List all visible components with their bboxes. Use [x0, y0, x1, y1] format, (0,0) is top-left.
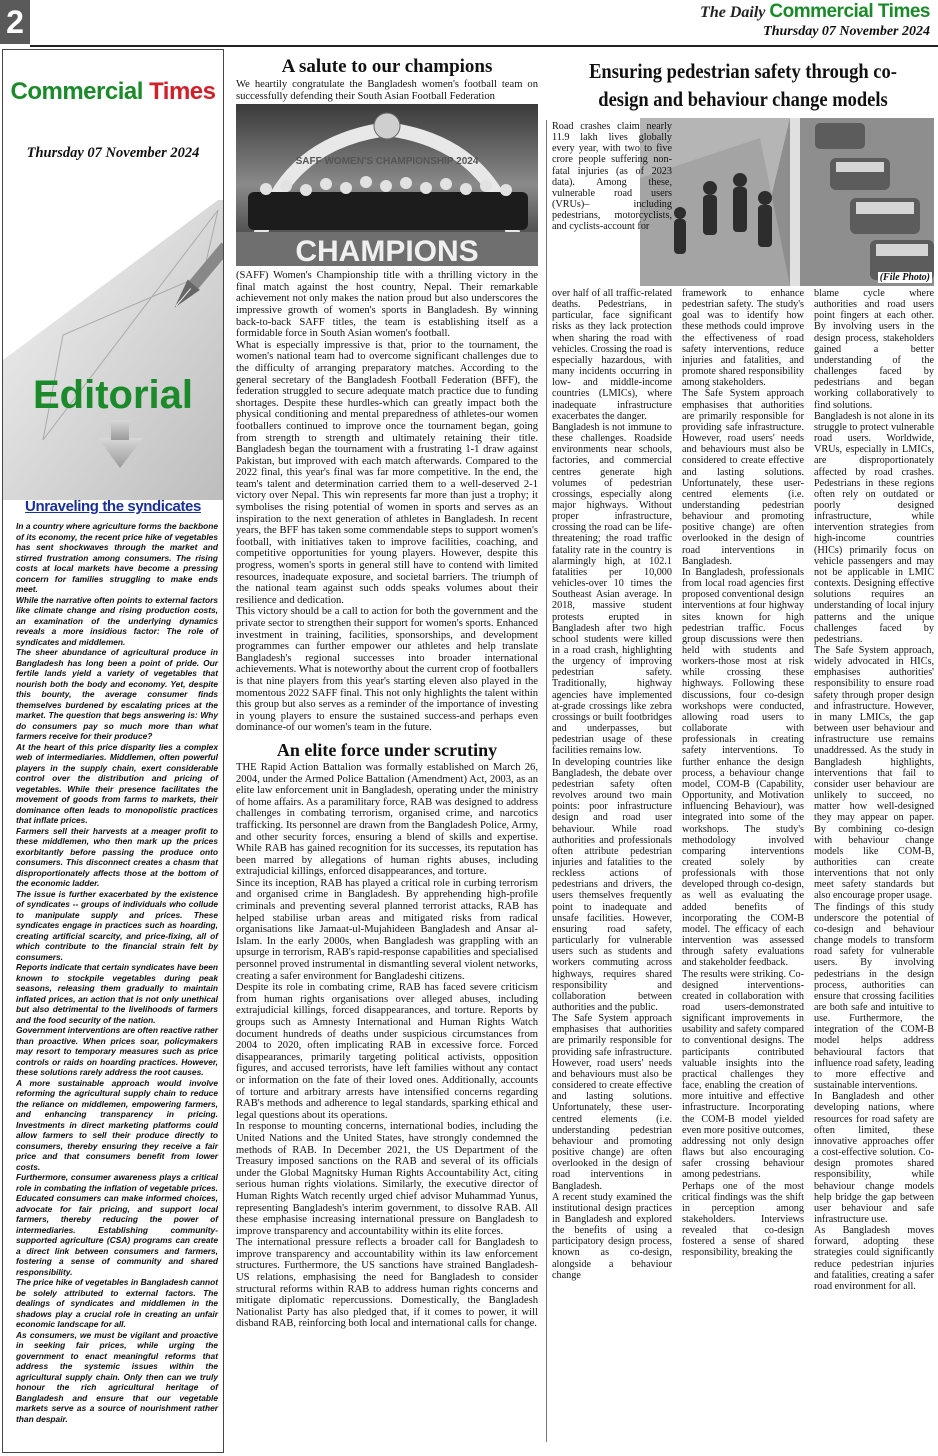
- salute-headline: A salute to our champions: [281, 56, 493, 77]
- pedestrian-paragraph: In developing countries like Bangladesh, the debate over pedestrian safety often revolves around two main points: poor infrastructure design and road user behaviour. While road authorities and professionals often attribute pedestrian injuries and fatalities to the reckless actions of pedestrians and drivers, the users themselves frequently point to inadequate and unsafe facilities. However, ensuring road safety, particularly for vulnerable users such as students and workers commuting across highways, requires shared responsibility and collaboration between authorities and the public.: [552, 756, 672, 1013]
- editorial-graphic: [3, 180, 223, 500]
- salute-lead: We heartily congratulate the Bangladesh women's football team on successfully defending their South Asian Football Federation: [236, 79, 538, 102]
- salute-paragraph: (SAFF) Women's Championship title with a thrilling victory in the final match against the host country, Nepal. Their remarkable achievement not only makes the nation proud but also underscores the impressive growth of women's sports in Bangladesh. By winning back-to-back SAFF titles, the team is establishing itself as a formidable force in South Asian women's football.: [236, 270, 538, 340]
- sidebar-brand: [3, 78, 223, 106]
- pedestrian-paragraph: Bangladesh is not immune to these challenges. Roadside environments near schools, factories, and commercial centres generate high volumes of pedestrian crossings, especially along major highways. Without proper infrastructure, crossing the road can be life-threatening; the road traffic fatality rate in the country is alarmingly high, at 102.1 fatalities per 10,000 vehicles-over 10 times the Southeast Asian average. In 2018, massive student protests erupted in Bangladesh after two high school students were killed in a road crash, highlighting the urgency of improving pedestrian safety. Traditionally, highway agencies have implemented at-grade crossings like zebra crossings or built footbridges and underpasses, but pedestrian usage of these facilities remains low.: [552, 421, 672, 757]
- pedestrian-column-3: [814, 288, 934, 1292]
- pedestrian-paragraph: over half of all traffic-related deaths. Pedestrians, in particular, face significant risks as they lack protection when sharing the road with vehicles. Crossing the road is especially hazardous, with many incidents occurring in low- and middle-income countries (LMICs), where inadequate infrastructure exacerbates the danger.: [552, 288, 672, 422]
- editorial-paragraph: At the heart of this price disparity lies a complex web of intermediaries. Middlemen, often powerful players in the supply chain, exert considerable control over the distribution and pricing of vegetables. While their presence facilitates the movement of goods from farms to markets, their dominance often leads to monopolistic practices that inflate prices.: [16, 741, 218, 825]
- editorial-body: [16, 521, 218, 1424]
- pedestrian-paragraph: As Bangladesh moves forward, adopting these strategies could significantly reduce pedestrian injuries and fatalities, creating a safer road environment for all.: [814, 1225, 934, 1292]
- salute-body: [236, 270, 538, 734]
- pedestrian-paragraph: The Safe System approach emphasises that authorities are primarily responsible for providing safe infrastructure. However, road users' needs and behaviours must also be considered to create effective and lasting solutions. Unfortunately, these user-centred elements (i.e. understanding pedestrian behaviour and promoting positive change) are often overlooked in the design of road interventions in Bangladesh.: [682, 388, 804, 567]
- salute-paragraph: This victory should be a call to action for both the government and the private sector to strengthen their support for women's sports. Enhanced investment in training, facilities, sponsorships, and development programmes can further empower our athletes and help translate Bangladesh's regional successes into broader international achievements. What is noteworthy about the current crop of footballers is that nine players from this year's starting eleven also played in the momentous 2022 SAFF final. This not only highlights the talent within this group but also serves as a reminder of the importance of investing in young players to ensure the sustained success-and perhaps even dominance-of our women's team in the future.: [236, 606, 538, 734]
- elite-paragraph: The international pressure reflects a broader call for Bangladesh to improve transparency and accountability within its law enforcement structures. Furthermore, the US sanctions have strained Bangladesh-US relations, emphasising the need for Bangladesh to consider structural reforms within RAB to address human rights concerns and mitigate diplomatic repercussions. Domestically, the Bangladesh Nationalist Party has also pledged that, if it comes to power, it will disband RAB, reinforcing both local and international calls for change.: [236, 1237, 538, 1330]
- pedestrian-paragraph: framework to enhance pedestrian safety. The study's goal was to identify how these methods could improve the effectiveness of road safety interventions, reduce injuries and fatalities, and promote shared responsibility among stakeholders.: [682, 288, 804, 389]
- masthead: [700, 1, 930, 40]
- middle-column: [236, 56, 538, 1330]
- pedestrian-paragraph: The results were striking. Co-designed interventions-created in collaboration with road users-demonstrated significant improvements in usability and safety compared to conventional designs. The participants contributed valuable insights into the practical challenges they face, enabling the creation of more intuitive and effective infrastructure. Incorporating the COM-B model yielded even more positive outcomes, addressing not only design flaws but also encouraging safer crossing behaviour among pedestrians.: [682, 968, 804, 1181]
- sidebar-brand-commercial: Commercial: [10, 78, 143, 105]
- editorial-paragraph: The issue is further exacerbated by the existence of syndicates -- groups of individuals who collude to manipulate supply and prices. These syndicates engage in practices such as hoarding, creating artificial scarcity, and price-fixing, all of which contribute to the financial strain felt by consumers.: [16, 888, 218, 962]
- masthead-name: Commercial Times: [769, 1, 930, 22]
- editorial-paragraph: Reports indicate that certain syndicates have been known to stockpile vegetables during peak seasons, releasing them gradually to maintain inflated prices, an action that is not only unethical but also detrimental to the livelihoods of farmers and the food security of the nation.: [16, 962, 218, 1025]
- champions-photo: [236, 104, 538, 266]
- pedestrian-column-1-cont: [552, 288, 672, 1281]
- page-number: 2: [0, 0, 30, 44]
- photo-banner-text: CHAMPIONS: [295, 235, 479, 267]
- header-rule: [30, 45, 938, 47]
- pedestrian-paragraph: The findings of this study underscore the potential of co-design and behaviour change models to transform road safety for vulnerable users. By involving pedestrians in the design process, authorities can ensure that crossing facilities are both safe and intuitive to use. Furthermore, the integration of the COM-B model helps address behavioural factors that influence road safety, leading to more effective and sustainable interventions.: [814, 901, 934, 1092]
- photo-arch-text: SAFF WOMEN'S CHAMPIONSHIP 2024: [295, 156, 479, 168]
- pedestrian-paragraph: The Safe System approach emphasises that authorities are primarily responsible for providing safe infrastructure. However, road users' needs and behaviours must also be considered to create effective and lasting solutions. Unfortunately, these user-centred elements (i.e. understanding pedestrian behaviour and promoting positive change) are often overlooked in the design of road interventions in Bangladesh.: [552, 1013, 672, 1192]
- pedestrian-paragraph: blame cycle where authorities and road users point fingers at each other. By involving users in the design process, stakeholders gained a better understanding of the challenges faced by pedestrians and began working collaboratively to find solutions.: [814, 288, 934, 411]
- pedestrian-paragraph: In Bangladesh and other developing nations, where resources for road safety are often limited, these innovative approaches offer a cost-effective solution. Co-design promotes shared responsibility, while behaviour change models help bridge the gap between user behaviour and safe infrastructure use.: [814, 1091, 934, 1225]
- elite-body: [236, 762, 538, 1330]
- editorial-paragraph: The sheer abundance of agricultural produce in Bangladesh has long been a point of pride. Our fertile lands yield a variety of vegetables that nourish both the body and economy. Yet, despite this bounty, the average consumer finds themselves burdened by escalating prices at the market. The question that begs answering is: Why do consumers pay so much more than what farmers receive for their produce?: [16, 647, 218, 741]
- editorial-sidebar: [2, 49, 224, 1453]
- pedestrian-column-2: [682, 288, 804, 1259]
- editorial-paragraph: As consumers, we must be vigilant and proactive in seeking fair prices, while urging the government to enact meaningful reforms that address the systemic issues within the agricultural supply chain. Only then can we truly honour the rich agricultural heritage of Bangladesh and ensure that our vegetable markets serve as a source of nourishment rather than despair.: [16, 1329, 218, 1424]
- elite-headline: An elite force under scrutiny: [276, 739, 498, 760]
- section-title: Editorial: [32, 373, 194, 417]
- editorial-paragraph: A more sustainable approach would involve reforming the agricultural supply chain to reduce the reliance on middlemen, empowering farmers, and enhancing transparency in pricing. Investments in direct marketing platforms could allow farmers to sell their produce directly to consumers, thereby ensuring they receive a fair price and that consumers benefit from lower costs.: [16, 1077, 218, 1172]
- pedestrian-column-1: [552, 121, 672, 233]
- pedestrian-headline: Ensuring pedestrian safety through co-design and behaviour change models: [589, 59, 897, 111]
- photo-caption: (File Photo): [879, 272, 930, 283]
- elite-paragraph: THE Rapid Action Battalion was formally established on March 26, 2004, under the Armed Police Battalion (Amendment) Act, 2003, as an elite law enforcement unit in Bangladesh, operating under the ministry of home affairs. As a paramilitary force, RAB was designed to address challenges in combating terrorism, organised crime, and narcotics trafficking. Its personnel are drawn from the Bangladesh Police, Army, and other security forces, ensuring a blend of skills and expertise. While RAB has gained recognition for its successes, its reputation has been marred by allegations of human rights abuses, including extrajudicial killings, enforced disappearances, and torture.: [236, 761, 538, 878]
- masthead-date: Thursday 07 November 2024: [763, 24, 930, 39]
- trophy-emblem-icon: [374, 113, 400, 139]
- editorial-paragraph: The price hike of vegetables in Bangladesh cannot be solely attributed to external factors. The dealings of syndicates and middlemen in the shadows play a crucial role in creating an unfair economic landscape for all.: [16, 1277, 218, 1329]
- editorial-paragraph: Furthermore, consumer awareness plays a critical role in combating the inflation of vegetable prices. Educated consumers can make informed choices, advocate for fair pricing, and support local farmers, thereby reducing the power of intermediaries. Establishing community-supported agriculture (CSA) programs can create a direct link between consumers and farmers, fostering a sense of community and shared responsibility.: [16, 1172, 218, 1277]
- editorial-paragraph: Farmers sell their harvests at a meager profit to these middlemen, who then mark up the prices exorbitantly before passing the produce onto consumers. This disconnect creates a chasm that disproportionately affects those at the bottom of the economic ladder.: [16, 825, 218, 888]
- elite-paragraph: Since its inception, RAB has played a critical role in curbing terrorism and organised crime in Bangladesh. By apprehending high-profile criminals and preventing several planned terrorist attacks, RAB has helped stabilise urban areas and mitigated risks from radical organisations like Jamaat-ul-Mujahideen Bangladesh and Ansar al-Islam. In the early 2000s, when Bangladesh was grappling with an upsurge in terrorism, RAB's rapid-response capabilities and specialised personnel proved instrumental in dismantling several violent networks, creating a safer environment for Bangladeshi citizens.: [236, 877, 538, 982]
- editorial-headline: Unraveling the syndicates: [25, 498, 201, 515]
- pedestrian-paragraph: Bangladesh is not alone in its struggle to protect vulnerable road users. Worldwide, VRUs, especially in LMICs, are disproportionately affected by road crashes. Pedestrians in these regions often rely on outdated or poorly designed infrastructure, while intervention strategies from high-income countries (HICs) primarily focus on vehicle passengers and may not be applicable in LMIC contexts. Designing effective solutions requires an understanding of local injury patterns and the unique challenges faced by pedestrians.: [814, 410, 934, 645]
- editorial-paragraph: In a country where agriculture forms the backbone of its economy, the recent price hike of vegetables has sent shockwaves through the market and stirred frustration among consumers. The rising costs at local markets have become a pressing concern for families struggling to make ends meet.: [16, 521, 218, 594]
- editorial-paragraph: While the narrative often points to external factors like climate change and rising production costs, an examination of the underlying dynamics reveals a more insidious factor: The role of syndicates and middlemen.: [16, 594, 218, 647]
- salute-paragraph: What is especially impressive is that, prior to the tournament, the women's national team had to overcome significant challenges due to the difficulty of arranging preparatory matches. According to the general secretary of the Bangladesh Football Federation (BFF), the federation struggled to secure adequate match practice due to funding shortages. Despite these hurdles-which can greatly impact both the physical conditioning and mental preparedness of athletes-our women footballers continued to improve once the tournament began, going from strength to strength and ultimately retaining their title. Bangladesh began the tournament with a frustrating 1-1 draw against Pakistan, but improved with each match afterwards. Compared to the 2022 final, this year's final was far more competitive. In the end, the team's talent and determination carried them to a well-deserved 2-1 victory over Nepal. This win represents far more than just a trophy; it symbolises the rising potential of women in sports and serves as an inspiration to the next generation of athletes in Bangladesh. In recent years, the BFF has taken some commendable steps to support women's football, with initiatives taken to improve facilities, coaching, and competitive opportunities for young players. However, despite this progress, women's sports in general still have to contend with limited resources, inadequate exposure, and societal barriers. The triumph of the national team against such odds speaks volumes about their resilience and dedication.: [236, 339, 538, 606]
- pedestrian-intro: Road crashes claim nearly 11.9 lakh lives globally every year, with two to five crore people suffering non-fatal injuries (as of 2023 data). Among these, vulnerable road users (VRUs)– including pedestrians, motorcyclists, and cyclists-account for: [552, 121, 672, 233]
- pedestrian-paragraph: Perhaps one of the most critical findings was the shift in perception among stakeholders. Interviews revealed that co-design fostered a sense of shared responsibility, breaking the: [682, 1180, 804, 1259]
- pedestrian-paragraph: In Bangladesh, professionals from local road agencies first proposed conventional design interventions at four highway sites known for high pedestrian traffic. Focus group discussions were then held with students and workers-those most at risk while crossing these highways. Following these discussions, four co-design workshops were conducted, allowing road users to collaborate with professionals in creating safety interventions. To further enhance the design process, a behaviour change model, COM-B (Capability, Opportunity, and Motivation influencing Behaviour), was integrated into some of the workshops. The study's methodology involved comparing interventions created solely by professionals with those developed through co-design, as well as evaluating the added benefits of incorporating the COM-B model. The efficacy of each intervention was assessed through safety evaluations and stakeholder feedback.: [682, 566, 804, 969]
- pedestrian-photo: [640, 118, 934, 286]
- editorial-paragraph: Government interventions are often reactive rather than proactive. When prices soar, policymakers may resort to temporary measures such as price controls or raids on hoarding practices. However, these solutions rarely address the root causes.: [16, 1025, 218, 1077]
- sidebar-date: Thursday 07 November 2024: [26, 145, 200, 161]
- masthead-the-daily: The Daily: [700, 4, 766, 21]
- elite-paragraph: Despite its role in combating crime, RAB has faced severe criticism from human rights organisations over alleged abuses, including extrajudicial killings, forced disappearances, and torture. Reports by groups such as Amnesty International and Human Rights Watch document hundreds of deaths under suspicious circumstances from 2004 to 2020, often implicating RAB in excessive force. Forced disappearances, primarily targeting political activists, opposition figures, and accused terrorists, have left families without any contact or information on the fate of their loved ones. Additionally, accounts of torture and arbitrary arrests have intensified concerns regarding RAB's methods and adherence to legal standards, sparking ethical and legal questions about its operations.: [236, 982, 538, 1121]
- column-divider: [546, 120, 547, 1442]
- elite-paragraph: In response to mounting concerns, international bodies, including the United Nations and the United States, have strongly condemned the methods of RAB. In December 2021, the US Department of the Treasury imposed sanctions on the RAB and several of its officials under the Global Magnitsky Human Rights Accountability Act, citing serious human rights violations. Similarly, the executive director of Human Rights Watch recently urged chief advisor Muhammad Yunus, representing Bangladesh's interim government, to dissolve RAB. All these emphasise increasing international pressure on Bangladesh to improve transparency and accountability within its elite forces.: [236, 1121, 538, 1237]
- sidebar-brand-times: Times: [149, 78, 216, 105]
- pedestrian-paragraph: The Safe System approach, widely advocated in HICs, emphasises authorities' responsibility to ensure road safety through proper design and infrastructure. However, in many LMICs, the gap between user behaviour and infrastructure use remains unaddressed. As the study in Bangladesh highlights, interventions that fail to consider user behaviour are unlikely to succeed, no matter how well-designed they may appear on paper. By combining co-design with behaviour change models like COM-B, authorities can create interventions that not only meet safety standards but also encourage proper usage.: [814, 645, 934, 902]
- pedestrian-paragraph: A recent study examined the institutional design practices in Bangladesh and explored the benefits of using a participatory design process, known as co-design, alongside a behaviour change: [552, 1191, 672, 1281]
